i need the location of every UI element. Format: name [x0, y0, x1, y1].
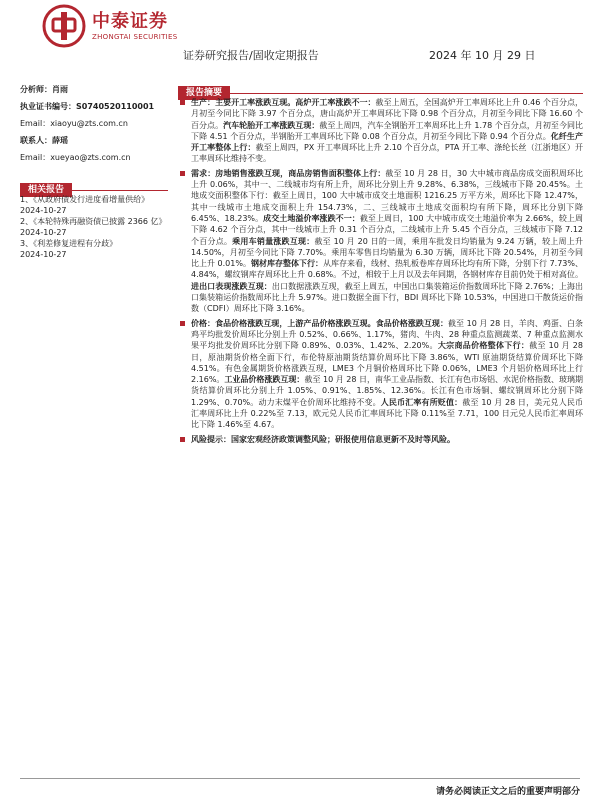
- summary-text: 截至 10 月 28 日，30 大中城市商品房成交面积周环比上升 0.06%，其中一、二线城市均有所上升，周环比分别上升 9.28%、6.38%，三线城市下降 20.45%。土地成交面积整体下行：: [191, 168, 583, 201]
- analyst-name: 肖雨: [52, 85, 68, 94]
- summary-text: 截至上周日，100 大中城市成交土地面积 1216.25 万平方米，周环比下降 12.47%，其中一线城市土地成交面积上升 154.73%，二、三线城市土地成交面积均有所下降，周环比分别下降 6.45%、18.23%。: [191, 191, 583, 223]
- analyst-label: 分析师：: [20, 85, 52, 94]
- analyst-email[interactable]: Email：xiaoyu@zts.com.cn: [20, 119, 128, 128]
- related-reports-title: 相关报告: [20, 183, 72, 197]
- logo-chinese-name: 中泰证券: [92, 10, 168, 32]
- contact-name: 薛瑶: [52, 136, 68, 145]
- summary-text: 截至上周五，全国高炉开工率周环比上升 0.46 个百分点，月初至今同比下降 3.97 个百分点，唐山高炉开工率周环比下降 0.98 个百分点，月初至今同比下降 16.60 个百分点。: [191, 98, 584, 130]
- disclaimer-note: 请务必阅读正文之后的重要声明部分: [435, 787, 580, 797]
- summary-highlight: 钢材库存整体下行：: [250, 259, 323, 269]
- bullet-icon: [180, 437, 185, 442]
- summary-text: 截至 10 月 28 日，原油期货价格全面下行，布伦特原油期货结算价周环比下降 3.86%，WTI 原油期货结算价周环比下降 4.51%。有色金属期货价格涨跌互现，LME3 个月铜价格周环比下降 0.06%，LME3 个月铝价格周环比上行 2.16%。: [191, 341, 583, 385]
- summary-highlight: 价格：食品价格涨跌互现，上游产品价格涨跌互现。食品价格涨跌互现：: [191, 318, 448, 328]
- related-report-date: 2024-10-27: [20, 206, 67, 215]
- summary-highlight: 工业品价格涨跌互现：: [224, 375, 305, 385]
- summary-highlight: 成交土地溢价率涨跌不一：: [263, 213, 360, 223]
- related-report-link[interactable]: 3、《利差修复进程有分歧》: [20, 239, 118, 248]
- certificate-line: [20, 101, 168, 112]
- summary-item-production: [178, 97, 583, 165]
- page-footer: [0, 770, 600, 800]
- summary-text: 截至 10 月 28 日，南华工业品指数、长江有色市场铝、水泥价格指数、玻璃期货结算价周环比分别上升 1.05%、0.91%、1.85%、12.36%。长江有色市场铜、螺纹钢周环比分别下降 1.29%、0.70%。动力末煤平仓价周环比维持不变。: [191, 375, 584, 407]
- report-date: 2024 年 10 月 29 日: [429, 49, 536, 62]
- summary-highlight: 乘用车销量涨跌互现：: [232, 236, 315, 246]
- summary-text: 从库存来看，线材、热轧板卷库存周环比均有所下降，分别下行 7.73%、4.84%，螺纹钢库存周环比上升 0.68%。不过，相较于上月以及去年同期，各钢材库存目前仍处于相对高位。: [191, 259, 583, 280]
- summary-text: 截至上周四，PX 开工率周环比上升 2.10 个百分点，PTA 开工率、涤纶长丝（江浙地区）开工率周环比维持不变。: [191, 143, 583, 164]
- summary-item-price: [178, 318, 583, 431]
- summary-body: [178, 97, 583, 445]
- contact-label: 联系人：: [20, 136, 52, 145]
- summary-text: 截至上周日，100 大中城市成交土地溢价率为 2.66%，较上周下降 4.62 个百分点，其中一线城市上升 0.31 个百分点，二线城市上升 5.45 个百分点，三线城市下降 7.12 个百分点。: [191, 213, 584, 246]
- related-report-link[interactable]: 2、《本轮特殊再融资债已披露 2366 亿》2024-10-27: [20, 217, 167, 237]
- summary-highlight: 进出口表现涨跌互现：: [191, 281, 272, 291]
- logo-english-name: ZHONGTAI SECURITIES: [92, 32, 178, 41]
- summary-item-demand: [178, 168, 583, 315]
- analyst-line: [20, 84, 168, 95]
- bullet-icon: [180, 100, 185, 105]
- bullet-icon: [180, 171, 185, 176]
- related-report-link[interactable]: 1、《从政府债发行进度看增量供给》: [20, 195, 150, 204]
- company-logo: [42, 4, 178, 48]
- report-type: 证券研究报告/固收定期报告: [183, 49, 319, 62]
- zhongtai-logo-icon: [42, 4, 86, 48]
- summary-item-risk: [178, 434, 583, 445]
- page-header: [0, 0, 600, 80]
- summary-highlight: 化纤生产开工率整体上行：: [191, 131, 584, 153]
- summary-text: 截至上周四，汽车全钢胎开工率周环比上升 1.78 个百分点，月初至今同比下降 4.51 个百分点，半钢胎开工率周环比下降 0.08 个百分点，月初至今同比下降 0.94 个百分点。: [191, 120, 583, 141]
- summary-highlight: 汽车轮胎开工率涨跌互现：: [223, 120, 320, 130]
- related-report-date: 2024-10-27: [20, 250, 67, 259]
- contact-email[interactable]: Email：xueyao@zts.com.cn: [20, 153, 131, 162]
- related-reports-header: [20, 177, 168, 195]
- related-reports-list: [20, 194, 168, 260]
- certificate-label: 执业证书编号：: [20, 102, 76, 111]
- certificate-number: S0740520110001: [76, 102, 155, 111]
- bullet-icon: [180, 321, 185, 326]
- summary-text: 出口数据涨跌互现，截至上周五，中国出口集装箱运价指数周环比下降 2.76%；上海出口集装箱运价指数周环比上升 5.97%。进口数据全面下行，BDI 周环比下降 10.53%，中国进口干散货运价指数（CDFI）周环比下降 3.16%。: [191, 281, 583, 314]
- sidebar: [20, 84, 168, 260]
- summary-highlight: 风险提示：国家宏观经济政策调整风险；研报使用信息更新不及时等风险。: [191, 434, 455, 444]
- summary-text: 截至 10 月 28 日，美元兑人民币汇率周环比上升 0.22%至 7.13，欧元兑人民币汇率周环比下降 0.11%至 7.71，100 日元兑人民币汇率周环比下降 1.46%至 4.67。: [191, 397, 584, 430]
- footer-divider: [20, 778, 580, 779]
- summary-title: 报告摘要: [178, 86, 230, 100]
- summary-highlight: 需求：房地销售涨跌互现，商品房销售面积整体上行：: [191, 168, 386, 178]
- summary-highlight: 生产：主要开工率涨跌互现。高炉开工率涨跌不一：: [191, 98, 376, 107]
- summary-highlight: 人民币汇率有所贬值：: [380, 397, 463, 407]
- summary-text: 截至 10 月 28 日，羊肉、鸡蛋、白条鸡平均批发价周环比分别上升 0.52%、0.66%、1.17%，猪肉、牛肉、28 种重点监测蔬菜、7 种重点监测水果平均批发价周环比分别下降 0.89%、0.03%、1.42%、2.20%。: [191, 318, 584, 351]
- summary-text: 截至 10 月 20 日的一周，乘用车批发日均销量为 9.24 万辆，较上周上升 14.50%，月初至今同比下降 7.70%。乘用车零售日均销量为 6.30 万辆，周环比下降 20.54%，月初至今同比上升 0.01%。: [191, 236, 583, 269]
- summary-header: [178, 80, 583, 98]
- summary-highlight: 大宗商品价格整体下行：: [437, 341, 530, 351]
- contact-line: [20, 135, 168, 146]
